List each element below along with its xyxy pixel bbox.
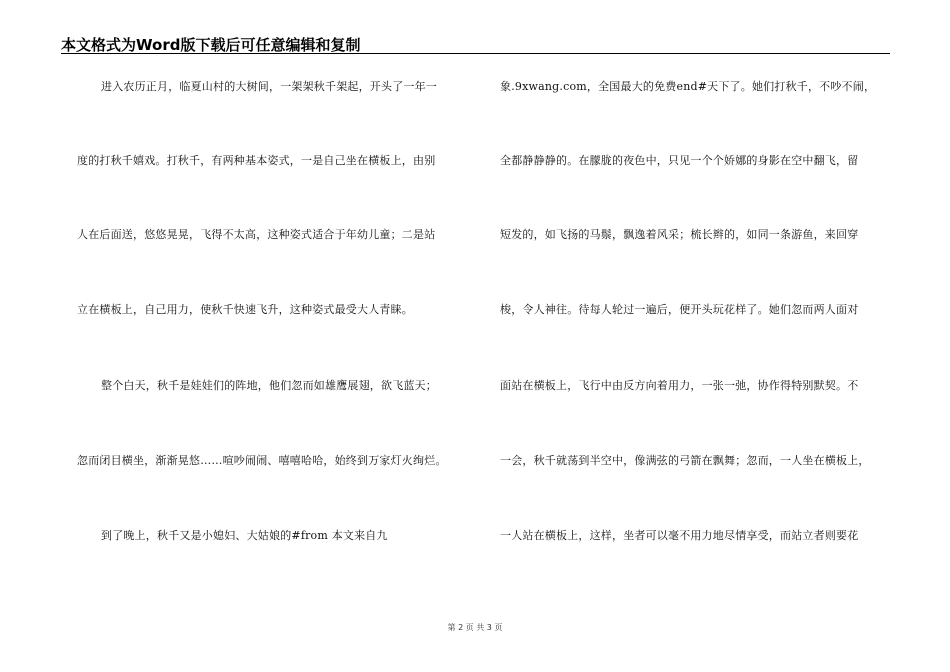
- document-header-title: 本文格式为Word版下载后可任意编辑和复制: [61, 36, 361, 54]
- text-line: 短发的，如飞扬的马鬃，飘逸着风采；梳长辫的，如同一条游鱼，来回穿: [500, 228, 859, 241]
- text-line: 一人站在横板上，这样，坐者可以毫不用力地尽情享受，而站立者则要花: [500, 529, 859, 542]
- text-line: 一会，秋千就荡到半空中，像满弦的弓箭在飘舞；忽而，一人坐在横板上，: [500, 454, 870, 467]
- right-text-column: [500, 0, 900, 672]
- text-line: 全都静静静的。在朦胧的夜色中，只见一个个娇娜的身影在空中翻飞，留: [500, 154, 859, 167]
- text-line: 面站在横板上，飞行中由反方向着用力，一张一弛，协作得特别默契。不: [500, 379, 859, 392]
- text-line: 到了晚上，秋千又是小媳妇、大姑娘的#from 本文来自九: [101, 529, 388, 542]
- text-line: 人在后面送，悠悠晃晃，飞得不太高，这种姿式适合于年幼儿童；二是站: [77, 228, 436, 241]
- left-text-column: [77, 0, 477, 672]
- text-line: 忽而闭目横坐，渐渐晃悠……喧吵闹闹、嘻嘻哈哈，始终到万家灯火绚烂。: [77, 454, 447, 467]
- page-number-footer: 第 2 页 共 3 页: [447, 623, 503, 632]
- text-line: 象.9xwang.com，全国最大的免费end#天下了。她们打秋千，不吵不闹，: [500, 80, 876, 93]
- text-line: 进入农历正月，临夏山村的大树间，一架架秋千架起，开头了一年一: [101, 80, 437, 93]
- text-line: 梭，令人神往。待每人轮过一遍后，便开头玩花样了。她们忽而两人面对: [500, 303, 859, 316]
- text-line: 整个白天，秋千是娃娃们的阵地，他们忽而如雄鹰展翅，欲飞蓝天；: [101, 379, 437, 392]
- text-line: 立在横板上，自己用力，使秋千快速飞升，这种姿式最受大人青睐。: [77, 303, 413, 316]
- text-line: 度的打秋千嬉戏。打秋千，有两种基本姿式，一是自己坐在横板上，由别: [77, 154, 436, 167]
